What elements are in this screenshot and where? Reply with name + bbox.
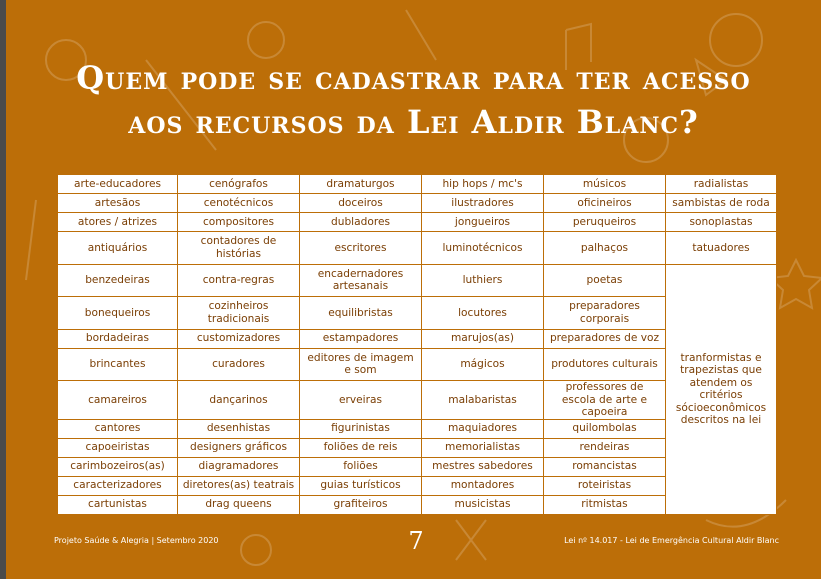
table-cell: camareiros (58, 381, 178, 420)
table-cell: grafiteiros (300, 495, 422, 514)
table-cell: atores / atrizes (58, 213, 178, 232)
table-cell: escritores (300, 232, 422, 265)
microphone-doodle-icon (406, 10, 436, 60)
merged-notes-cell: tranformistas e trapezistas que atendem os critérios sócioeconômicos descritos na lei (666, 264, 777, 514)
footer-law-reference: Lei nº 14.017 - Lei de Emergência Cultural Aldir Blanc (564, 536, 779, 545)
table-cell: erveiras (300, 381, 422, 420)
table-cell: cenotécnicos (178, 194, 300, 213)
table-cell: sambistas de roda (666, 194, 777, 213)
title-line-2: aos recursos da Lei Aldir Blanc? (128, 103, 699, 141)
table-cell: radialistas (666, 175, 777, 194)
table-cell: contadores de histórias (178, 232, 300, 265)
document-page (6, 0, 821, 579)
table-cell: contra-regras (178, 264, 300, 297)
table-cell: customizadores (178, 329, 300, 348)
table-row (58, 194, 777, 213)
table-cell: designers gráficos (178, 438, 300, 457)
table-row (58, 175, 777, 194)
table-cell: bonequeiros (58, 297, 178, 330)
scissors-doodle-icon (456, 520, 486, 560)
table-cell: montadores (422, 476, 544, 495)
spool-doodle-icon (241, 535, 271, 565)
table-cell: estampadores (300, 329, 422, 348)
page-title (6, 56, 821, 144)
table-cell: poetas (544, 264, 666, 297)
table-cell: músicos (544, 175, 666, 194)
table-cell: preparadores de voz (544, 329, 666, 348)
table-cell: maquiadores (422, 419, 544, 438)
star-doodle-icon (770, 260, 821, 308)
table-cell: doceiros (300, 194, 422, 213)
table-cell: cartunistas (58, 495, 178, 514)
table-cell: guias turísticos (300, 476, 422, 495)
table-cell: arte-educadores (58, 175, 178, 194)
table-cell: diagramadores (178, 457, 300, 476)
table-cell: brincantes (58, 348, 178, 381)
table-cell: antiquários (58, 232, 178, 265)
table-cell: dubladores (300, 213, 422, 232)
table-cell: marujos(as) (422, 329, 544, 348)
table-cell: professores de escola de arte e capoeira (544, 381, 666, 420)
table-cell: luthiers (422, 264, 544, 297)
table-cell: hip hops / mc's (422, 175, 544, 194)
table-cell: sonoplastas (666, 213, 777, 232)
occupations-table (57, 174, 777, 515)
table-cell: mágicos (422, 348, 544, 381)
footer-project-date: Projeto Saúde & Alegria | Setembro 2020 (54, 536, 219, 545)
table-cell: locutores (422, 297, 544, 330)
title-line-1: Quem pode se cadastrar para ter acesso (76, 59, 751, 97)
table-cell: dramaturgos (300, 175, 422, 194)
pencil-doodle-icon (26, 200, 36, 280)
table-cell: mestres sabedores (422, 457, 544, 476)
table-cell: artesãos (58, 194, 178, 213)
table-cell: rendeiras (544, 438, 666, 457)
table-row (58, 264, 777, 297)
table-cell: editores de imagem e som (300, 348, 422, 381)
table-cell: foliões de reis (300, 438, 422, 457)
table-cell: roteiristas (544, 476, 666, 495)
table-cell: caracterizadores (58, 476, 178, 495)
table-cell: cozinheiros tradicionais (178, 297, 300, 330)
table-cell: produtores culturais (544, 348, 666, 381)
table-row (58, 232, 777, 265)
table-cell: romancistas (544, 457, 666, 476)
table-cell: drag queens (178, 495, 300, 514)
table-cell: cantores (58, 419, 178, 438)
table-cell: musicistas (422, 495, 544, 514)
table-cell: tatuadores (666, 232, 777, 265)
table-cell: ritmistas (544, 495, 666, 514)
table-cell: equilibristas (300, 297, 422, 330)
table-cell: oficineiros (544, 194, 666, 213)
table-cell: luminotécnicos (422, 232, 544, 265)
lyre-doodle-icon (248, 22, 284, 58)
table-cell: compositores (178, 213, 300, 232)
table-cell: dançarinos (178, 381, 300, 420)
table-cell: malabaristas (422, 381, 544, 420)
table-cell: memorialistas (422, 438, 544, 457)
table-cell: peruqueiros (544, 213, 666, 232)
table-cell: palhaços (544, 232, 666, 265)
table-cell: preparadores corporais (544, 297, 666, 330)
table-cell: figurinistas (300, 419, 422, 438)
table-row (58, 213, 777, 232)
table-cell: desenhistas (178, 419, 300, 438)
table-cell: cenógrafos (178, 175, 300, 194)
table-cell: foliões (300, 457, 422, 476)
table-cell: carimbozeiros(as) (58, 457, 178, 476)
table-cell: diretores(as) teatrais (178, 476, 300, 495)
table-cell: bordadeiras (58, 329, 178, 348)
table-cell: jongueiros (422, 213, 544, 232)
table-cell: capoeiristas (58, 438, 178, 457)
table-cell: encadernadores artesanais (300, 264, 422, 297)
page-number: 7 (408, 527, 424, 555)
table-cell: curadores (178, 348, 300, 381)
table-cell: ilustradores (422, 194, 544, 213)
table-cell: quilombolas (544, 419, 666, 438)
table-cell: benzedeiras (58, 264, 178, 297)
